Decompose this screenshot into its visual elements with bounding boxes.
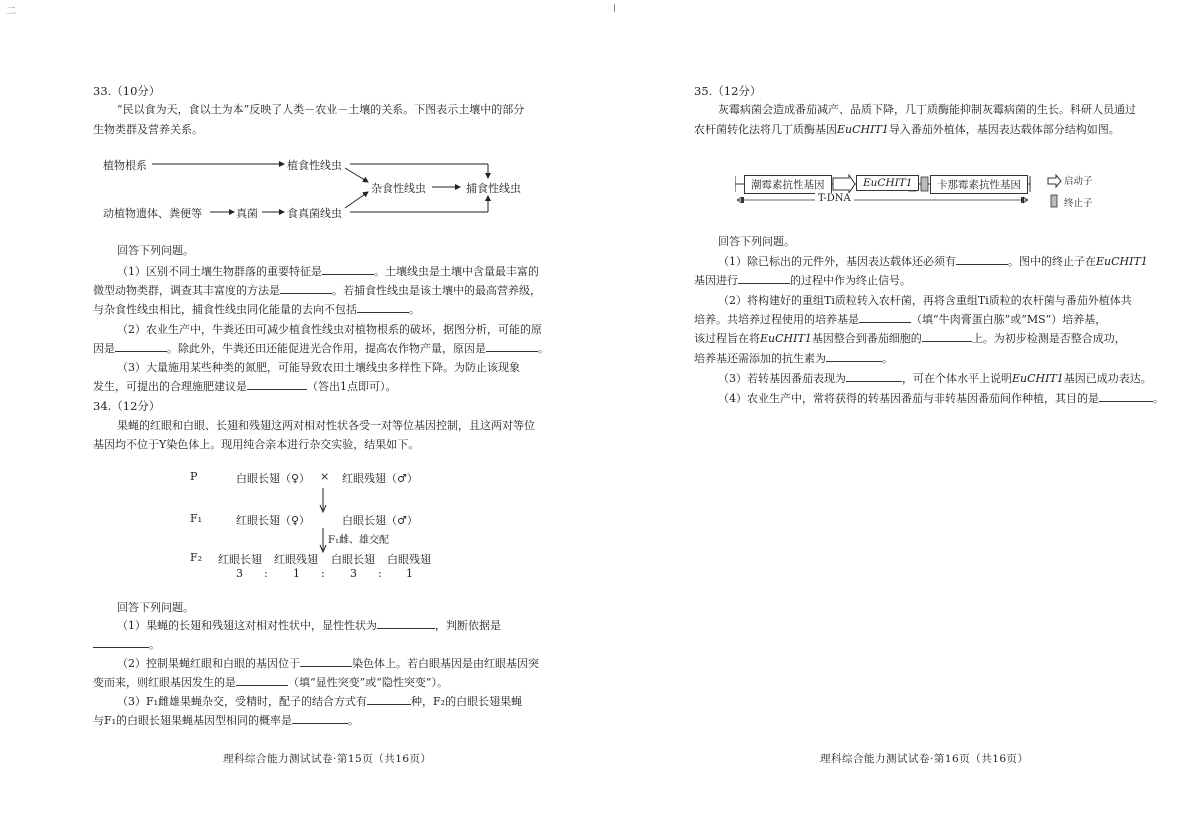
f2-phenotype-4: 白眼残翅 (387, 553, 431, 566)
f1-mating-note: F₁雌、雄交配 (328, 535, 389, 546)
node-plant-roots: 植物根系 (103, 159, 147, 172)
f2-phenotype-3: 白眼长翅 (331, 553, 375, 566)
q35-intro-line2: 农杆菌转化法将几丁质酶基因EuCHIT1导入番茄外植体，基因表达载体部分结构如图。 (694, 123, 1120, 136)
q35-part2-line1: （2）将构建好的重组Ti质粒转入农杆菌，再将含重组Ti质粒的农杆菌与番茄外植体共 (718, 294, 1132, 307)
answer-blank[interactable] (292, 711, 348, 724)
f1-male: 白眼长翅（♂） (342, 514, 418, 527)
answer-blank[interactable] (115, 339, 167, 352)
q34-part2-line1: （2）控制果蝇红眼和白眼的基因位于 染色体上。若白眼基因是由红眼基因突 (117, 654, 539, 673)
answer-blank[interactable] (236, 673, 288, 686)
q33-heading: 33.（10分） (93, 84, 161, 98)
node-detritus: 动植物遗体、粪便等 (103, 207, 202, 220)
answer-blank[interactable] (377, 616, 435, 629)
answer-blank[interactable] (486, 339, 538, 352)
answer-blank[interactable] (846, 369, 902, 382)
q33-part2-line2: 因是 。除此外，牛粪还田还能促进光合作用，提高农作物产量，原因是 。 (93, 339, 549, 358)
q33-part3-line2: 发生，可提出的合理施肥建议是 （答出1点即可）。 (93, 377, 397, 396)
p-male: 红眼残翅（♂） (342, 472, 418, 485)
q34-part3-line1: （3）F₁雌雄果蝇杂交，受精时，配子的结合方式有 种，F₂的白眼长翅果蝇 (117, 692, 522, 711)
left-page-footer: 理科综合能力测试试卷·第15页（共16页） (223, 753, 432, 765)
q35-intro-line1: 灰霉病菌会造成番茄减产、品质下降，几丁质酶能抑制灰霉病菌的生长。科研人员通过 (718, 103, 1136, 116)
p-female: 白眼长翅（♀） (236, 472, 311, 485)
q35-part4: （4）农业生产中，常将获得的转基因番茄与非转基因番茄间作种植，其目的是 。 (718, 389, 1164, 408)
cross-symbol: × (320, 470, 330, 483)
q35-part2-line2: 培养。共培养过程使用的培养基是 （填“牛肉膏蛋白胨”或“MS”）培养基， (694, 310, 1106, 329)
legend-symbols (1047, 173, 1063, 209)
q34-heading: 34.（12分） (93, 399, 161, 413)
ratio-colon: : (264, 567, 268, 580)
legend-promoter: 启动子 (1064, 176, 1093, 187)
ratio-colon: : (321, 567, 325, 580)
q35-part3: （3）若转基因番茄表现为 ，可在个体水平上说明EuCHIT1基因已成功表达。 (718, 369, 1152, 388)
q34-answer-prompt: 回答下列问题。 (117, 601, 194, 614)
q33-answer-prompt: 回答下列问题。 (117, 244, 194, 257)
answer-blank[interactable] (956, 252, 1008, 265)
corner-mark: 二 (6, 6, 16, 17)
ratio-colon: : (378, 567, 382, 580)
ratio-4: 1 (406, 567, 413, 580)
q34-part1-line2: 。 (93, 635, 160, 654)
cross-arrows (318, 486, 330, 570)
answer-blank[interactable] (859, 310, 911, 323)
answer-blank[interactable] (247, 377, 307, 390)
terminator-icon (1051, 195, 1057, 207)
ratio-3: 3 (350, 567, 357, 580)
q35-part2-line4: 培养基还需添加的抗生素为 。 (694, 349, 893, 368)
generation-f1-label: F₁ (190, 512, 203, 525)
legend-terminator: 终止子 (1064, 198, 1093, 209)
answer-blank[interactable] (738, 271, 790, 284)
answer-blank[interactable] (367, 692, 411, 705)
answer-blank[interactable] (1099, 389, 1153, 402)
node-omnivorous-nematode: 杂食性线虫 (371, 182, 426, 195)
answer-blank[interactable] (826, 349, 882, 362)
answer-blank[interactable] (922, 329, 972, 342)
answer-blank[interactable] (322, 262, 374, 275)
q35-part1-line2: 基因进行 的过程中作为终止信号。 (694, 271, 911, 290)
fold-mark (614, 4, 615, 12)
node-predatory-nematode: 捕食性线虫 (466, 182, 521, 195)
q35-part2-line3: 该过程旨在将EuCHIT1基因整合到番茄细胞的 上。为初步检测是否整合成功， (694, 329, 1126, 348)
euchit1-gene-box: EuCHIT1 (856, 175, 919, 191)
f2-phenotype-1: 红眼长翅 (218, 553, 262, 566)
q34-part1-line1: （1）果蝇的长翅和残翅这对相对性状中，显性性状为 ，判断依据是 (117, 616, 501, 635)
f1-female: 红眼长翅（♀） (236, 514, 311, 527)
hygromycin-resistance-gene: 潮霉素抗性基因 (744, 175, 832, 194)
promoter-icon (1048, 175, 1061, 187)
q34-part2-line2: 变而来，则红眼基因发生的是 （填“显性突变”或“隐性突变”）。 (93, 673, 448, 692)
node-fungivorous-nematode: 食真菌线虫 (287, 207, 342, 220)
q33-part2-line1: （2）农业生产中，牛粪还田可减少植食性线虫对植物根系的破坏，据图分析，可能的原 (117, 323, 542, 336)
kanamycin-resistance-gene: 卡那霉素抗性基因 (930, 175, 1028, 194)
answer-blank[interactable] (300, 654, 352, 667)
node-herbivorous-nematode: 植食性线虫 (287, 159, 342, 172)
q35-heading: 35.（12分） (694, 84, 762, 98)
right-page-footer: 理科综合能力测试试卷·第16页（共16页） (820, 753, 1029, 765)
answer-blank[interactable] (280, 281, 332, 294)
generation-p-label: P (190, 470, 198, 483)
q35-answer-prompt: 回答下列问题。 (718, 235, 795, 248)
t-dna-label: T-DNA (815, 193, 854, 204)
node-fungi: 真菌 (236, 207, 258, 220)
q33-part1-line2: 微型动物类群，调查其丰富度的方法是 。若捕食性线虫是该土壤中的最高营养级， (93, 281, 541, 300)
q33-intro-line2: 生物类群及营养关系。 (93, 123, 203, 136)
q34-intro-line1: 果蝇的红眼和白眼、长翅和残翅这两对相对性状各受一对等位基因控制，且这两对等位 (117, 419, 535, 432)
q33-intro-line1: “民以食为天，食以土为本”反映了人类－农业－土壤的关系。下图表示土壤中的部分 (117, 103, 525, 116)
q33-part1-line3: 与杂食性线虫相比，捕食性线虫同化能量的去向不包括 。 (93, 300, 420, 319)
q33-part1-line1: （1）区别不同土壤生物群落的重要特征是 。土壤线虫是土壤中含量最丰富的 (117, 262, 539, 281)
answer-blank[interactable] (93, 635, 149, 648)
ratio-2: 1 (293, 567, 300, 580)
f2-phenotype-2: 红眼残翅 (274, 553, 318, 566)
q35-part1-line1: （1）除已标出的元件外，基因表达载体还必须有 。图中的终止子在EuCHIT1 (718, 252, 1148, 271)
q34-intro-line2: 基因均不位于Y染色体上。现用纯合亲本进行杂交实验，结果如下。 (93, 438, 420, 451)
q34-part3-line2: 与F₁的白眼长翅果蝇基因型相同的概率是 。 (93, 711, 359, 730)
ratio-1: 3 (236, 567, 243, 580)
generation-f2-label: F₂ (190, 551, 203, 564)
answer-blank[interactable] (357, 300, 409, 313)
q33-part3-line1: （3）大量施用某些种类的氮肥，可能导致农田土壤线虫多样性下降。为防止该现象 (117, 361, 520, 374)
